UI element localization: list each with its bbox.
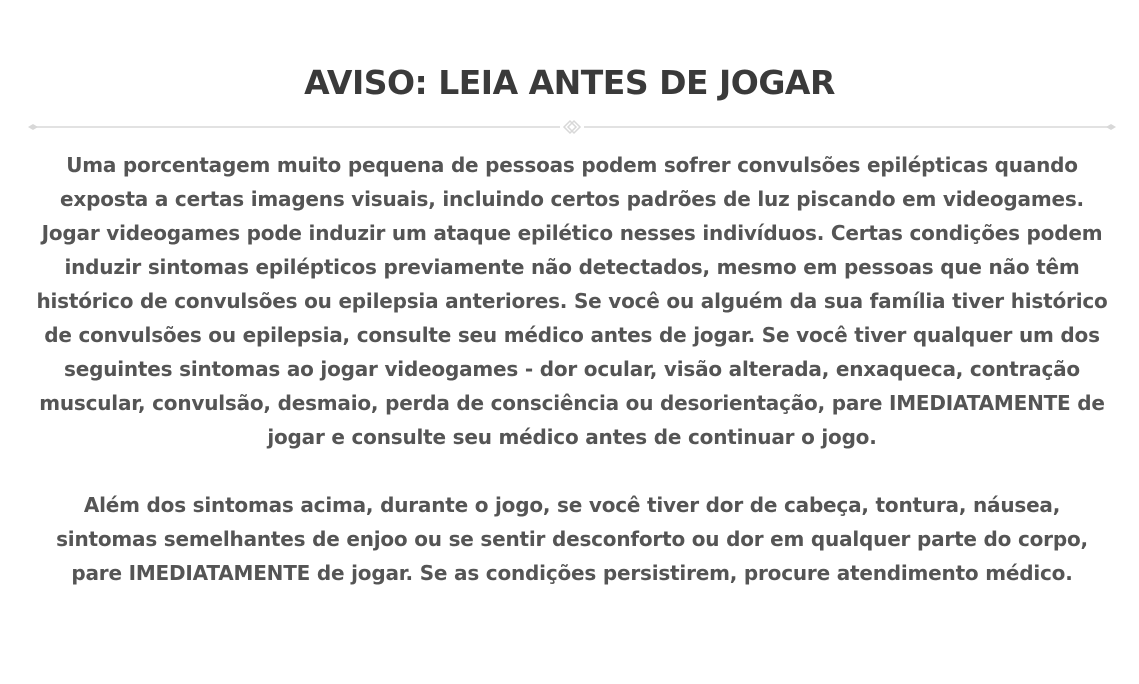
ornamental-divider [28, 118, 1116, 136]
warning-paragraph-2: Além dos sintomas acima, durante o jogo, se você tiver dor de cabeça, tontura, náusea, sintomas semelhantes de enjoo ou se sentir desconforto ou dor em qualquer parte do corpo, pare IMEDIATAMENTE de jogar. Se as condições persistirem, procure atendimento médico. [56, 493, 1088, 585]
warning-title: AVISO: LEIA ANTES DE JOGAR [304, 63, 835, 102]
warning-body [36, 148, 1108, 590]
diamond-ornament-icon [564, 121, 580, 133]
warning-paragraph-1: Uma porcentagem muito pequena de pessoas podem sofrer convulsões epilépticas quando exposta a certas imagens visuais, incluindo certos padrões de luz piscando em videogames. Jogar videogames pode induzir um ataque epilético nesses indivíduos. Certas condições podem induzir sintomas epilépticos previamente não detectados, mesmo em pessoas que não têm histórico de convulsões ou epilepsia anteriores. Se você ou alguém da sua família tiver histórico de convulsões ou epilepsia, consulte seu médico antes de jogar. Se você tiver qualquer um dos seguintes sintomas ao jogar videogames - dor ocular, visão alterada, enxaqueca, contração muscular, convulsão, desmaio, perda de consciência ou desorientação, pare IMEDIATAMENTE de jogar e consulte seu médico antes de continuar o jogo. [36, 153, 1108, 449]
